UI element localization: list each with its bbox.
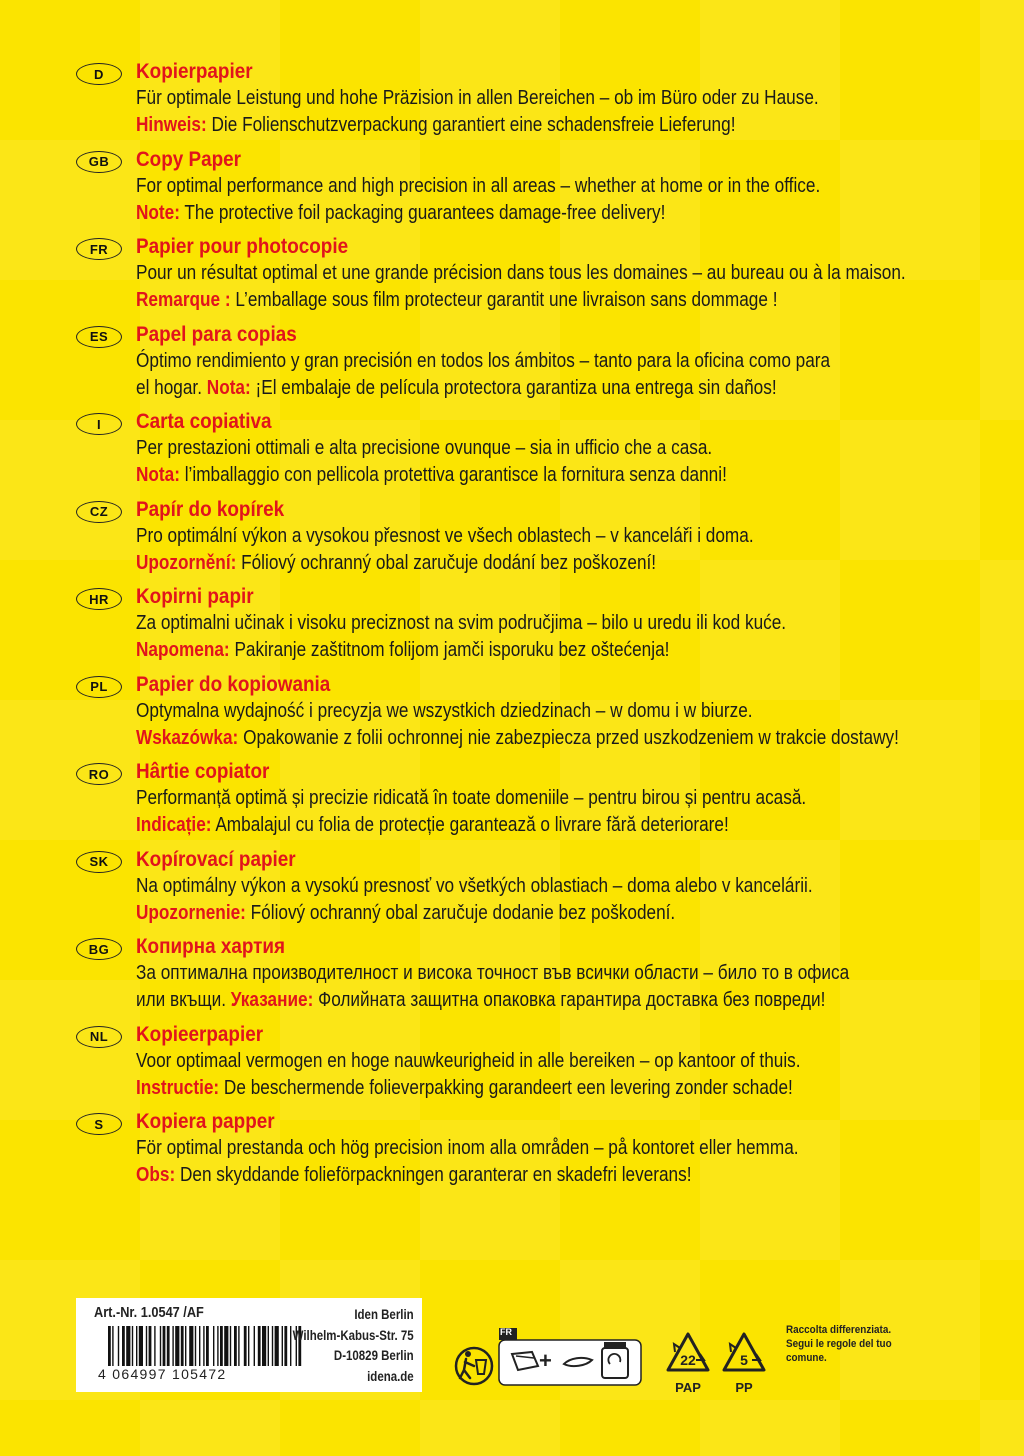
line-text: De beschermende folieverpakking garandeert een levering zonder schade! — [219, 1076, 793, 1099]
barcode-bar — [108, 1326, 111, 1366]
line-text: Voor optimaal vermogen en hoge nauwkeurigheid in alle bereiken – op kantoor of thuis. — [136, 1049, 801, 1072]
section-line — [136, 260, 906, 287]
section-title: Hârtie copiator — [136, 760, 270, 783]
barcode-bar — [167, 1326, 170, 1366]
line-text: Für optimale Leistung und hohe Präzision in allen Bereichen – ob im Büro oder zu Hause. — [136, 87, 819, 109]
barcode-bar — [224, 1326, 228, 1366]
barcode-bar — [154, 1326, 155, 1366]
line-prefix: el hogar. — [136, 376, 207, 399]
line-text: Na optimálny výkon a vysokú presnosť vo všetkých oblastiach – doma alebo v kancelárii. — [136, 874, 813, 897]
barcode-bar — [217, 1326, 218, 1366]
note-label: Указание: — [230, 989, 314, 1011]
language-code-badge: ES — [76, 326, 122, 348]
section-title: Papír do kopírek — [136, 497, 285, 521]
section-line — [136, 348, 858, 375]
address-line: idena.de — [367, 1367, 414, 1384]
line-text: Opakowanie z folii ochronnej nie zabezpiecza przed uszkodzeniem w trakcie dostawy! — [238, 726, 899, 749]
section-line — [136, 610, 858, 637]
section-line — [136, 785, 858, 812]
line-text: Fóliový ochranný obal zaručuje dodání bez poškození! — [236, 551, 657, 574]
line-text: ¡El embalaje de película protectora garantiza una entrega sin daños! — [250, 376, 777, 399]
line-text: Die Folienschutzverpackung garantiert eine schadensfreie Lieferung! — [206, 114, 736, 136]
barcode-bar — [136, 1326, 137, 1366]
section-title: Kopírovací papier — [136, 847, 296, 871]
line-text: Den skyddande folieförpackningen garanterar en skadefri leverans! — [175, 1164, 692, 1186]
line-text: Фолийната защитна опаковка гарантира доставка без повреди! — [313, 989, 826, 1011]
barcode-bar — [230, 1326, 231, 1366]
line-text: Ambalajul cu folia de protecție garantează o livrare fără deteriorare! — [211, 814, 729, 836]
barcode-bar — [160, 1326, 161, 1366]
section-title: Copy Paper — [136, 147, 242, 171]
section-line — [136, 523, 858, 550]
section-line — [136, 1135, 858, 1162]
note-label: Instructie: — [136, 1076, 220, 1099]
address-line: Wilhelm-Kabus-Str. 75 — [292, 1326, 414, 1343]
language-code-badge: PL — [76, 676, 122, 698]
language-section-fr — [76, 233, 976, 321]
language-section-es — [76, 321, 976, 409]
barcode-bar — [175, 1326, 179, 1366]
pap-number: 22 — [680, 1352, 696, 1368]
line-text: Performanță optimă și precizie ridicată în toate domeniile – pentru birou și pentru acasă. — [136, 787, 807, 809]
barcode-bar — [213, 1326, 214, 1366]
section-line — [136, 550, 858, 577]
language-section-gb — [76, 146, 976, 234]
section-line — [136, 725, 899, 752]
language-code-badge: GB — [76, 151, 122, 173]
recycling-note-line: Raccolta differenziata. — [786, 1324, 892, 1336]
section-line — [136, 637, 858, 664]
note-label: Upozornění: — [136, 551, 237, 574]
product-info-box — [76, 1298, 422, 1392]
barcode-bar — [172, 1326, 173, 1366]
note-label: Hinweis: — [136, 114, 207, 136]
section-line — [136, 85, 858, 112]
section-title: Копирна хартия — [136, 935, 286, 958]
language-code-badge: D — [76, 63, 122, 85]
section-line — [136, 900, 858, 927]
barcode-bar — [199, 1326, 200, 1366]
barcode-bar — [139, 1326, 143, 1366]
barcode-bar — [234, 1326, 237, 1366]
line-text: l’imballaggio con pellicola protettiva garantisce la fornitura senza danni! — [179, 464, 727, 486]
language-code-badge: S — [76, 1113, 122, 1135]
language-section-sk — [76, 846, 976, 934]
language-code-badge: HR — [76, 588, 122, 610]
barcode-bar — [122, 1326, 125, 1366]
recycling-pap — [664, 1330, 712, 1398]
barcode-bar — [185, 1326, 186, 1366]
line-text: The protective foil packaging guarantees damage-free delivery! — [179, 201, 666, 224]
line-text: Fóliový ochranný obal zaručuje dodanie bez poškodení. — [245, 901, 676, 924]
barcode-bar — [206, 1326, 209, 1366]
barcode-bar — [163, 1326, 166, 1366]
section-title: Kopirni papir — [136, 585, 254, 608]
section-line — [136, 812, 858, 839]
language-code-badge: BG — [76, 938, 122, 960]
info-tri-graphic — [498, 1326, 642, 1386]
barcode-bar — [118, 1326, 119, 1366]
section-line — [136, 173, 858, 200]
section-title: Kopieerpapier — [136, 1022, 264, 1046]
language-section-bg — [76, 933, 976, 1021]
section-title: Carta copiativa — [136, 410, 272, 433]
language-section-pl — [76, 671, 976, 759]
language-code-badge: NL — [76, 1026, 122, 1048]
line-text: Pour un résultat optimal et une grande précision dans tous les domaines – au bureau ou à la maison. — [136, 262, 906, 284]
pp-label: PP — [735, 1380, 753, 1395]
note-label: Obs: — [136, 1164, 176, 1186]
barcode-bar — [195, 1326, 196, 1366]
barcode-bar — [181, 1326, 184, 1366]
barcode-bar — [189, 1326, 193, 1366]
address-line: Iden Berlin — [354, 1306, 414, 1322]
barcode-bar — [238, 1326, 239, 1366]
triman-icon — [452, 1340, 496, 1388]
barcode-bar — [132, 1326, 133, 1366]
line-text: För optimal prestanda och hög precision inom alla områden – på kontoret eller hemma. — [136, 1137, 799, 1159]
barcode-bar — [220, 1326, 223, 1366]
barcode-bar — [258, 1326, 261, 1366]
section-line — [136, 112, 858, 139]
line-text: Pro optimální výkon a vysokou přesnost ve všech oblastech – v kanceláři i doma. — [136, 524, 754, 547]
section-line — [136, 435, 858, 462]
section-line — [136, 698, 858, 725]
note-label: Note: — [136, 201, 180, 224]
barcode-digits: 4 064997 105472 — [98, 1366, 227, 1382]
section-line — [136, 873, 858, 900]
article-number: Art.-Nr. 1.0547 /AF — [94, 1304, 204, 1321]
section-title: Kopierpapier — [136, 60, 253, 83]
barcode-bar — [244, 1326, 247, 1366]
language-code-badge: SK — [76, 851, 122, 873]
barcode-bar — [149, 1326, 152, 1366]
line-text: Za optimalni učinak i visoku preciznost na svim područjima – bilo u uredu ili kod kuće. — [136, 612, 787, 634]
note-label: Wskazówka: — [136, 726, 239, 749]
note-label: Indicație: — [136, 814, 212, 836]
plus-sign: + — [539, 1348, 552, 1373]
language-section-nl — [76, 1021, 976, 1109]
line-text: Pakiranje zaštitnom folijom jamči isporuku bez oštećenja! — [229, 639, 670, 661]
language-section-cz — [76, 496, 976, 584]
language-sections — [76, 58, 976, 1196]
section-title: Papier do kopiowania — [136, 672, 331, 696]
section-line — [136, 960, 858, 987]
section-title: Kopiera papper — [136, 1110, 275, 1133]
note-label: Upozornenie: — [136, 901, 246, 924]
section-line — [136, 462, 858, 489]
section-line — [136, 375, 858, 402]
address-line: D-10829 Berlin — [334, 1347, 414, 1363]
barcode-bar — [112, 1326, 113, 1366]
section-line — [136, 987, 858, 1014]
language-section-d — [76, 58, 976, 146]
pp-number: 5 — [740, 1352, 748, 1368]
section-title: Papier pour photocopie — [136, 235, 349, 258]
language-code-badge: CZ — [76, 501, 122, 523]
line-text: L’emballage sous film protecteur garantit une livraison sans dommage ! — [230, 289, 778, 311]
section-line — [136, 1075, 858, 1102]
recycling-note-line: comune. — [786, 1352, 827, 1364]
line-text: Optymalna wydajność i precyzja we wszystkich dziedzinach – w domu i w biurze. — [136, 699, 753, 722]
section-line — [136, 200, 858, 227]
section-line — [136, 287, 858, 314]
note-label: Napomena: — [136, 639, 230, 661]
country-tag: FR — [500, 1327, 512, 1337]
language-code-badge: RO — [76, 763, 122, 785]
language-code-badge: FR — [76, 238, 122, 260]
recycling-note-line: Segui le regole del tuo — [786, 1338, 892, 1350]
section-title: Papel para copias — [136, 322, 297, 346]
language-section-s — [76, 1108, 976, 1196]
line-prefix: или вкъщи. — [136, 989, 231, 1011]
line-text: Óptimo rendimiento y gran precisión en todos los ámbitos – tanto para la oficina como para — [136, 349, 831, 372]
language-section-hr — [76, 583, 976, 671]
barcode-bar — [254, 1326, 255, 1366]
section-line — [136, 1048, 858, 1075]
info-tri-panel — [498, 1326, 642, 1386]
note-label: Nota: — [206, 376, 251, 399]
barcode-bar — [248, 1326, 249, 1366]
section-line — [136, 1162, 858, 1189]
recycling-pp — [720, 1330, 768, 1398]
barcode-bar — [203, 1326, 204, 1366]
language-section-ro — [76, 758, 976, 846]
line-text: Per prestazioni ottimali e alta precisione ovunque – sia in ufficio che a casa. — [136, 437, 713, 459]
recycling-note — [786, 1323, 926, 1365]
barcode-bar — [126, 1326, 130, 1366]
barcode-bar — [146, 1326, 147, 1366]
line-text: For optimal performance and high precision in all areas – whether at home or in the office. — [136, 174, 821, 197]
note-label: Remarque : — [136, 289, 231, 311]
manufacturer-address — [266, 1304, 414, 1386]
pap-label: PAP — [675, 1380, 701, 1395]
language-section-i — [76, 408, 976, 496]
line-text: За оптимална производителност и висока точност във всички области – било то в офиса — [136, 962, 850, 984]
language-code-badge: I — [76, 413, 122, 435]
note-label: Nota: — [136, 464, 180, 486]
